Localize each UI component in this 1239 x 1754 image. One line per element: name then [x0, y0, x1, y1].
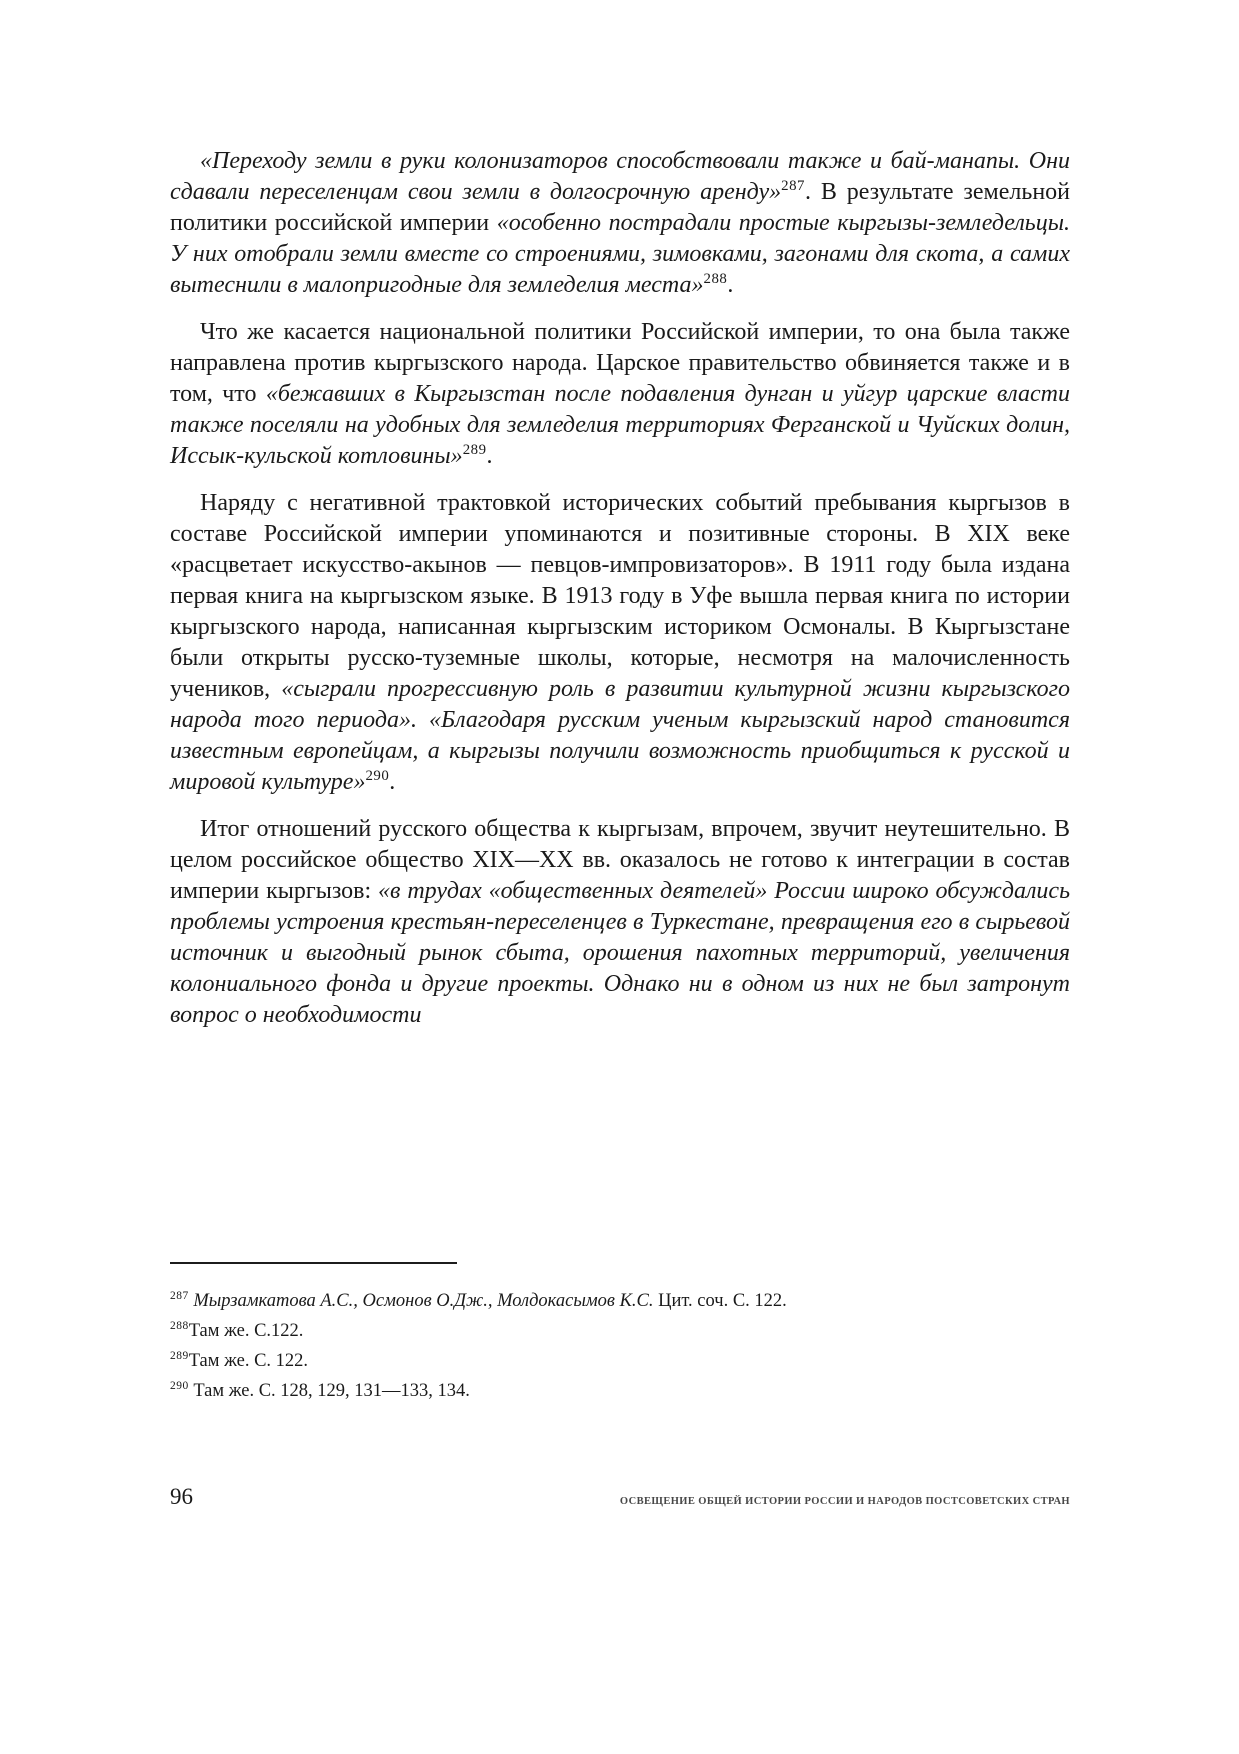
page-number: 96	[170, 1484, 193, 1509]
text-run: Там же. С. 122.	[188, 1351, 309, 1371]
text-run: .	[727, 272, 734, 298]
footnote-ref: 290	[365, 768, 390, 784]
footnote	[170, 1346, 1070, 1376]
text-run: . В результате земельной политики российской империи	[170, 179, 1071, 236]
text-run: .	[389, 769, 396, 795]
paragraph	[170, 488, 1070, 798]
page-footer	[170, 1484, 1070, 1510]
footnote-ref: 287	[170, 1289, 189, 1302]
footnote-ref: 287	[781, 178, 805, 194]
text-run: Итог отношений русского общества к кыргызам, впрочем, звучит неутешительно. В целом российское общество XIX—XX вв. оказалось не готово к интеграции в состав империи кыргызов:	[170, 816, 1070, 904]
text-run: Наряду с негативной трактовкой исторических событий пребывания кыргызов в составе Российской империи упоминаются и позитивные стороны. В XIX веке «расцветает искусство-акынов — певцов-импровизаторов». В 1911 году была издана первая книга на кыргызском языке. В 1913 году в Уфе вышла первая книга по истории кыргызского народа, написанная кыргызским историком Осмоналы. В Кыргызстане были открыты русско-туземные школы, которые, несмотря на малочисленность учеников,	[170, 490, 1070, 702]
text-run: Там же. С.122.	[188, 1321, 304, 1341]
footnote-area	[170, 1262, 1070, 1406]
paragraph	[170, 317, 1070, 472]
footnote-ref: 290	[170, 1379, 189, 1392]
footnote-ref: 289	[170, 1349, 189, 1362]
footnote-ref: 288	[170, 1319, 189, 1332]
text-run: Что же касается национальной политики Российской империи, то она была также направлена против кыргызского народа. Царское правительство обвиняется также и в том, что	[170, 319, 1070, 407]
paragraph	[170, 146, 1070, 301]
footnote-ref: 288	[703, 271, 728, 287]
paragraph	[170, 814, 1070, 1031]
text-run: «Переходу земли в руки колонизаторов способствовали также и бай-манапы. Они сдавали переселенцам свои земли в долгосрочную аренду»	[170, 148, 1070, 205]
text-run: «бежавших в Кыргызстан после подавления дунган и уйгур царские власти также поселяли на удобных для земледелия территориях Ферганской и Чуйских долин, Иссык-кульской котловины»	[170, 381, 1070, 469]
text-run: Там же. С. 128, 129, 131—133, 134.	[188, 1381, 470, 1401]
text-run: Мырзамкатова А.С., Осмонов О.Дж., Молдокасымов К.С.	[193, 1291, 654, 1311]
text-run: .	[486, 443, 493, 469]
footnote	[170, 1316, 1070, 1346]
footnote-separator	[170, 1262, 457, 1264]
text-run: «в трудах «общественных деятелей» России широко обсуждались проблемы устроения крестьян-переселенцев в Туркестане, превращения его в сырьевой источник и выгодный рынок сбыта, орошения пахотных территорий, увеличения колониального фонда и другие проекты. Однако ни в одном из них не был затронут вопрос о необходимости	[170, 878, 1070, 1028]
text-block	[170, 146, 1070, 1047]
text-run: «особенно пострадали простые кыргызы-земледельцы. У них отобрали земли вместе со строениями, зимовками, загонами для скота, а самих вытеснили в малопригодные для земледелия места»	[170, 210, 1070, 298]
footnote-ref: 289	[462, 442, 487, 458]
footnote	[170, 1376, 1070, 1406]
running-footer: ОСВЕЩЕНИЕ ОБЩЕЙ ИСТОРИИ РОССИИ И НАРОДОВ ПОСТСОВЕТСКИХ СТРАН	[619, 1496, 1070, 1507]
footnote	[170, 1286, 1070, 1316]
text-run: Цит. соч. С. 122.	[653, 1291, 787, 1311]
footnote-list	[170, 1286, 1070, 1406]
text-run: «сыграли прогрессивную роль в развитии культурной жизни кыргызского народа того периода». «Благодаря русским ученым кыргызский народ становится известным европейцам, а кыргызы получили возможность приобщиться к русской и мировой культуре»	[170, 676, 1070, 795]
